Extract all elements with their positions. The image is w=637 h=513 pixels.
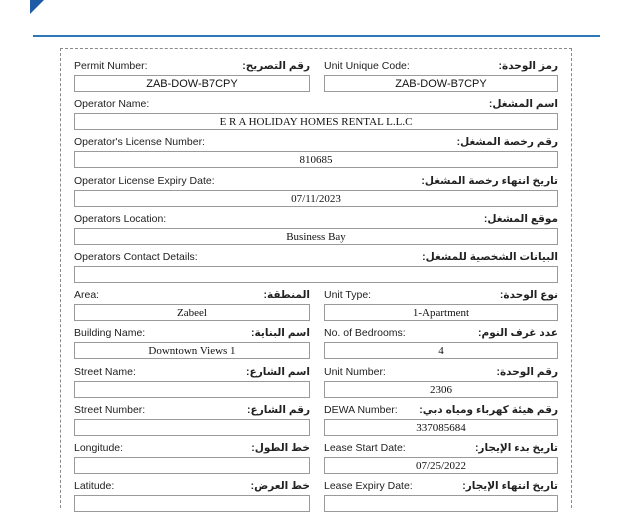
longitude-label-en: Longitude: bbox=[74, 442, 124, 454]
permit-number-label-en: Permit Number: bbox=[74, 60, 148, 72]
street-number-value bbox=[74, 419, 310, 436]
operators-contact-details-label-en: Operators Contact Details: bbox=[74, 251, 198, 263]
permit-number-label-ar: رقم التصريح: bbox=[242, 60, 310, 72]
longitude-label-ar: خط الطول: bbox=[251, 442, 310, 454]
unit-unique-code-label-en: Unit Unique Code: bbox=[324, 60, 410, 72]
lease-start-date-value: 07/25/2022 bbox=[324, 457, 558, 474]
unit-type-label-en: Unit Type: bbox=[324, 289, 372, 302]
lease-start-date-label-en: Lease Start Date: bbox=[324, 442, 406, 454]
lease-expiry-date-value bbox=[324, 495, 558, 512]
permit-number-value: ZAB-DOW-B7CPY bbox=[74, 75, 310, 92]
unit-type-field-group bbox=[324, 288, 558, 322]
operators-contact-details-value bbox=[74, 266, 558, 283]
street-number-label-ar: رقم الشارع: bbox=[247, 403, 310, 416]
unit-number-label-ar: رقم الوحدة: bbox=[496, 365, 558, 378]
lease-start-date-field-group bbox=[324, 441, 558, 475]
lease-expiry-date-field-group bbox=[324, 479, 558, 513]
operator-license-expiry-date-value: 07/11/2023 bbox=[74, 190, 558, 207]
dewa-number-field-group bbox=[324, 403, 558, 437]
street-name-value bbox=[74, 381, 310, 398]
operator-license-number-value: 810685 bbox=[74, 151, 558, 168]
operator-license-expiry-date-field-group bbox=[74, 174, 558, 208]
operator-license-number-label-ar: رقم رخصة المشغل: bbox=[456, 136, 558, 149]
unit-unique-code-label-ar: رمز الوحدة: bbox=[498, 60, 558, 72]
street-number-label-en: Street Number: bbox=[74, 403, 146, 416]
area-label-en: Area: bbox=[74, 289, 100, 302]
no-of-bedrooms-field-group bbox=[324, 326, 558, 360]
building-name-field-group bbox=[74, 326, 310, 360]
area-field-group bbox=[74, 288, 310, 322]
unit-number-field-group bbox=[324, 365, 558, 399]
building-name-label-ar: اسم البناية: bbox=[251, 327, 310, 340]
unit-type-value: 1-Apartment bbox=[324, 304, 558, 321]
unit-number-value: 2306 bbox=[324, 381, 558, 398]
dewa-number-label-ar: رقم هيئة كهرباء ومياه دبي: bbox=[419, 403, 558, 416]
operator-name-label-ar: اسم المشغل: bbox=[488, 98, 558, 111]
operators-location-label-en: Operators Location: bbox=[74, 212, 167, 225]
header-divider bbox=[33, 35, 600, 37]
latitude-field-group bbox=[74, 479, 310, 513]
no-of-bedrooms-label-ar: عدد غرف النوم: bbox=[478, 327, 558, 340]
lease-start-date-label-ar: تاريخ بدء الإيجار: bbox=[474, 442, 558, 454]
operator-license-expiry-date-label-en: Operator License Expiry Date: bbox=[74, 174, 215, 187]
street-name-label-ar: اسم الشارع: bbox=[246, 365, 310, 378]
unit-unique-code-value: ZAB-DOW-B7CPY bbox=[324, 75, 558, 92]
operator-license-number-field-group bbox=[74, 135, 558, 169]
operator-name-label-en: Operator Name: bbox=[74, 98, 150, 111]
lease-expiry-date-label-ar: تاريخ انتهاء الإيجار: bbox=[462, 480, 558, 493]
latitude-label-ar: خط العرض: bbox=[250, 480, 310, 493]
permit-form bbox=[60, 48, 572, 508]
operators-contact-details-field-group bbox=[74, 250, 558, 284]
building-name-label-en: Building Name: bbox=[74, 327, 146, 340]
operators-location-label-ar: موقع المشغل: bbox=[483, 212, 558, 225]
area-value: Zabeel bbox=[74, 304, 310, 321]
longitude-value bbox=[74, 457, 310, 474]
operator-name-value: E R A HOLIDAY HOMES RENTAL L.L.C bbox=[74, 113, 558, 130]
corner-accent bbox=[30, 0, 44, 14]
area-label-ar: المنطقة: bbox=[263, 289, 310, 302]
unit-number-label-en: Unit Number: bbox=[324, 365, 386, 378]
operator-license-expiry-date-label-ar: تاريخ انتهاء رخصة المشغل: bbox=[421, 174, 558, 187]
operators-contact-details-label-ar: البيانات الشخصية للمشغل: bbox=[422, 251, 558, 263]
building-name-value: Downtown Views 1 bbox=[74, 342, 310, 359]
longitude-field-group bbox=[74, 441, 310, 475]
street-number-field-group bbox=[74, 403, 310, 437]
operators-location-value: Business Bay bbox=[74, 228, 558, 245]
dewa-number-label-en: DEWA Number: bbox=[324, 403, 398, 416]
unit-unique-code-field-group bbox=[324, 59, 558, 93]
street-name-field-group bbox=[74, 365, 310, 399]
operators-location-field-group bbox=[74, 212, 558, 246]
lease-expiry-date-label-en: Lease Expiry Date: bbox=[324, 480, 413, 493]
no-of-bedrooms-value: 4 bbox=[324, 342, 558, 359]
latitude-value bbox=[74, 495, 310, 512]
dewa-number-value: 337085684 bbox=[324, 419, 558, 436]
latitude-label-en: Latitude: bbox=[74, 480, 115, 493]
operator-name-field-group bbox=[74, 97, 558, 131]
unit-type-label-ar: نوع الوحدة: bbox=[499, 289, 558, 302]
operator-license-number-label-en: Operator's License Number: bbox=[74, 136, 205, 149]
permit-number-field-group bbox=[74, 59, 310, 93]
street-name-label-en: Street Name: bbox=[74, 365, 136, 378]
no-of-bedrooms-label-en: No. of Bedrooms: bbox=[324, 327, 406, 340]
